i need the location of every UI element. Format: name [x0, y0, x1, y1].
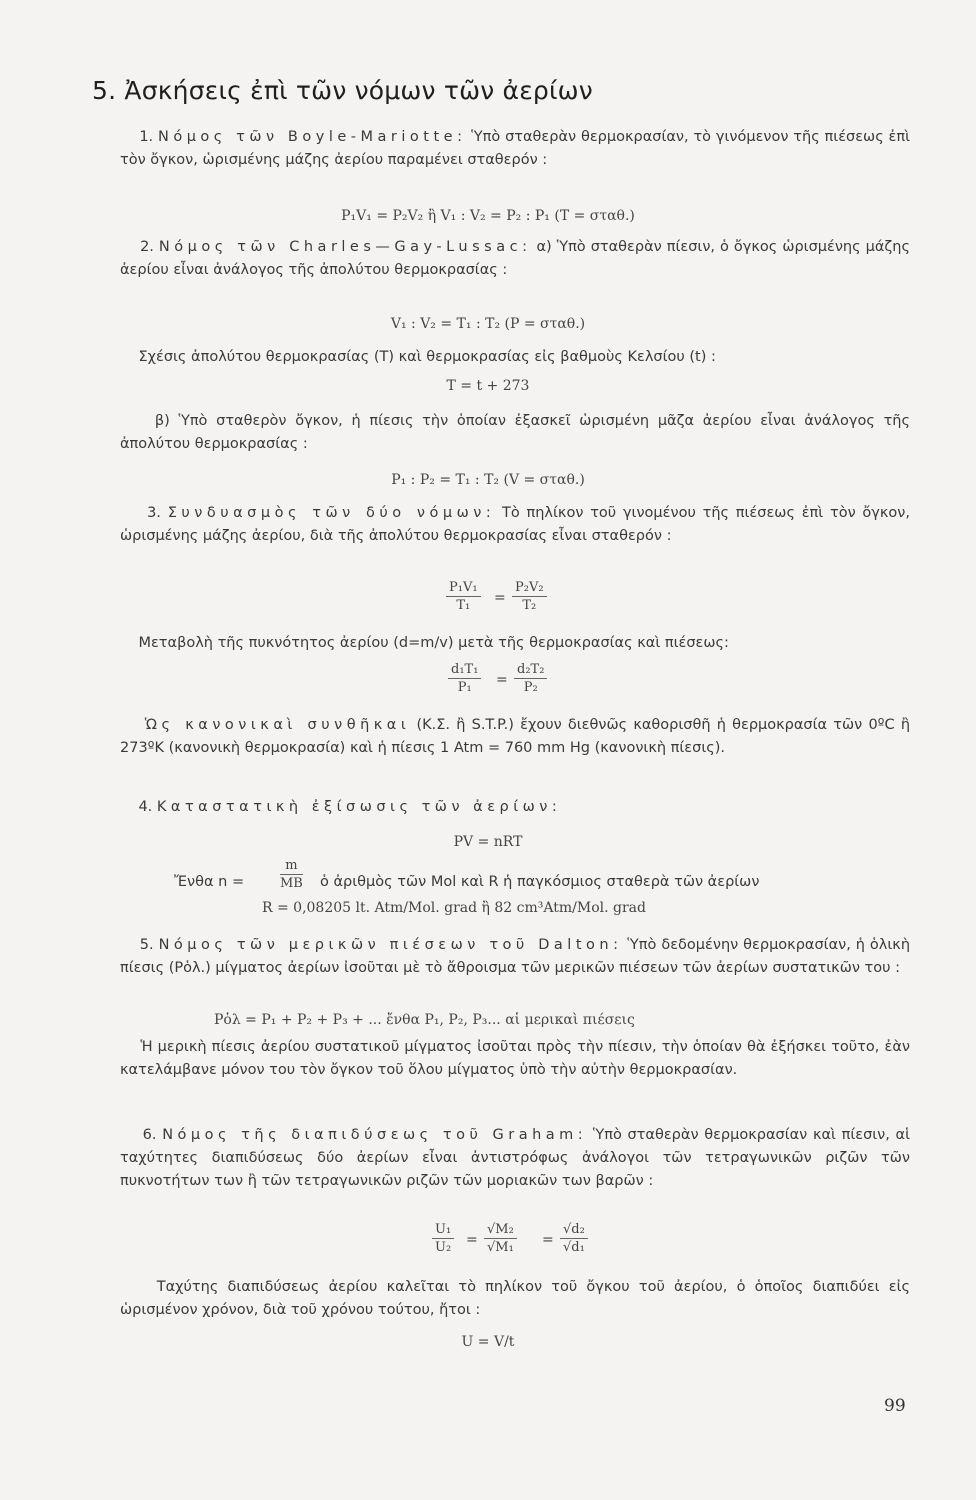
- graham-paragraph: [120, 1124, 910, 1193]
- boyle-equation: P₁V₁ = P₂V₂ ἢ V₁ : V₂ = P₂ : P₁ (T = σταθ.): [341, 208, 635, 224]
- beta-text: β) Ὑπὸ σταθερὸν ὄγκον, ἡ πίεσις τὴν ὁποίαν ἐξασκεῖ ὡρισμένη μᾶζα ἀερίου εἶναι ἀνάλογος τῆς ἀπολύτου θερμοκρασίας :: [120, 413, 911, 452]
- law-number: 5.: [139, 937, 154, 953]
- stp-label: Ὡς κανονικαὶ συνθῆκαι: [144, 717, 411, 733]
- n-description: ὁ ἀριθμὸς τῶν Mol καὶ R ἡ παγκόσμιος σταθερὰ τῶν ἀερίων: [320, 874, 760, 890]
- law-title: Νόμος τῶν Charles—Gay-Lussac:: [158, 239, 532, 255]
- law-number: 4.: [138, 799, 153, 815]
- numerator: P₁V₁: [446, 580, 481, 597]
- page-number: 99: [884, 1396, 906, 1416]
- law-number: 1.: [139, 129, 154, 145]
- law-number: 6.: [142, 1127, 157, 1143]
- numerator: d₂T₂: [514, 662, 547, 679]
- section-heading: 5. Ἀσκήσεις ἐπὶ τῶν νόμων τῶν ἀερίων: [92, 76, 593, 105]
- where-label: Ἔνθα n =: [174, 874, 245, 890]
- fraction-u1-u2: [432, 1222, 454, 1255]
- law-text: Τὸ πηλίκον τοῦ γινομένου τῆς πιέσεως ἐπὶ τὸν ὄγκον, ὡρισμένης μάζης ἀερίου, διὰ τῆς ἀπολύτου θερμοκρασίας εἶναι σταθερόν :: [120, 505, 911, 544]
- density-text: [120, 632, 910, 655]
- law-title: Καταστατικὴ ἐξίσωσις τῶν ἀερίων:: [156, 799, 562, 815]
- law-number: 2.: [140, 239, 154, 255]
- fraction-p2v2-t2: [512, 580, 547, 613]
- diffusion-speed-text: Ταχύτης διαπιδύσεως ἀερίου καλεῖται τὸ πηλίκον τοῦ ὄγκου τοῦ ἀερίου, ὁ ὁποῖος διαπιδύει εἰς ὡρισμένον χρόνον, διὰ τοῦ χρόνου τούτου, ἤτοι :: [120, 1279, 911, 1318]
- state-equation-heading: [120, 796, 910, 819]
- law-text: Ὑπὸ σταθερὰν θερμοκρασίαν καὶ πίεσιν, αἱ ταχύτητες διαπιδύσεως δύο ἀερίων εἶναι ἀντιστρόφως ἀνάλογοι τῶν τετραγωνικῶν ριζῶν τῶν πυκνοτήτων των ἢ τῶν τετραγωνικῶν ριζῶν τῶν μοριακῶν των βαρῶν :: [120, 1127, 911, 1189]
- fraction-m-mb: [280, 858, 303, 891]
- fraction-sqrt-m: [484, 1222, 517, 1255]
- dalton-paragraph: [120, 934, 910, 980]
- stp-paragraph: [120, 714, 910, 760]
- fraction-d2t2-p2: [514, 662, 547, 695]
- partial-pressure-text: Ἡ μερικὴ πίεσις ἀερίου συστατικοῦ μίγματος ἰσοῦται πρὸς τὴν πίεσιν, τὴν ὁποίαν θὰ ἐξήσκει τοῦτο, ἐὰν κατελάμβανε μόνον του τὸν ὄγκον τοῦ ὅλου μίγματος ὑπὸ τὴν αὐτὴν θερμοκρασίαν.: [120, 1039, 910, 1078]
- gay-lussac-paragraph: [120, 410, 910, 456]
- speed-equation: U = V/t: [461, 1334, 515, 1350]
- equals-sign: =: [496, 672, 508, 688]
- denominator: U₂: [435, 1240, 452, 1255]
- denominator: √M₁: [487, 1240, 514, 1255]
- law-text: Ὑπὸ δεδομένην θερμοκρασίαν, ἡ ὁλικὴ πίεσις (Pὁλ.) μίγματος ἀερίων ἰσοῦται μὲ τὸ ἄθροισμα τῶν μερικῶν πιέσεων τῶν ἀερίων συστατικῶν του :: [120, 937, 911, 976]
- relation-text: Σχέσις ἀπολύτου θερμοκρασίας (T) καὶ θερμοκρασίας εἰς βαθμοὺς Κελσίου (t) :: [138, 349, 716, 365]
- gay-lussac-equation: P₁ : P₂ = T₁ : T₂ (V = σταθ.): [391, 472, 585, 488]
- fraction-p1v1-t1: [446, 580, 481, 613]
- law-title: Νόμος τῶν μερικῶν πιέσεων τοῦ Dalton:: [158, 937, 623, 953]
- numerator: √d₂: [560, 1222, 588, 1239]
- dalton-equation: Pὁλ = P₁ + P₂ + P₃ + ... ἔνθα P₁, P₂, P₃... αἱ μερικαὶ πιέσεις: [214, 1012, 635, 1028]
- n-definition: [174, 866, 245, 890]
- numerator: √M₂: [484, 1222, 517, 1239]
- fraction-sqrt-d: [560, 1222, 588, 1255]
- boyle-mariotte-paragraph: [120, 126, 910, 172]
- denominator: P₂: [523, 680, 538, 695]
- denominator: P₁: [457, 680, 472, 695]
- stp-text: (Κ.Σ. ἢ S.T.P.) ἔχουν διεθνῶς καθορισθῆ ἡ θερμοκρασία τῶν 0ºC ἢ 273ºK (κανονικὴ θερμοκρασία) καὶ ἡ πίεσις 1 Atm = 760 mm Hg (κανονικὴ πίεσις).: [120, 717, 911, 756]
- gas-constant-line: R = 0,08205 lt. Atm/Mol. grad ἢ 82 cm³Atm/Mol. grad: [262, 900, 646, 916]
- ideal-gas-equation: PV = nRT: [453, 834, 523, 850]
- charles-paragraph: [120, 236, 910, 282]
- numerator: m: [280, 858, 303, 875]
- equals-sign: =: [494, 590, 506, 606]
- law-title: Νόμος τῶν Boyle-Mariotte:: [157, 129, 467, 145]
- temperature-relation-text: [120, 346, 910, 369]
- numerator: P₂V₂: [512, 580, 547, 597]
- fraction-d1t1-p1: [448, 662, 481, 695]
- equals-sign: =: [542, 1232, 554, 1248]
- law-title: Νόμος τῆς διαπιδύσεως τοῦ Graham:: [162, 1127, 588, 1143]
- kelvin-equation: T = t + 273: [446, 378, 530, 394]
- charles-equation: V₁ : V₂ = T₁ : T₂ (P = σταθ.): [390, 316, 586, 332]
- law-title: Συνδυασμὸς τῶν δύο νόμων:: [167, 505, 496, 521]
- partial-pressure-paragraph: [120, 1036, 910, 1082]
- diffusion-speed-paragraph: [120, 1276, 910, 1322]
- law-number: 3.: [147, 505, 161, 521]
- denominator: T₂: [522, 598, 537, 613]
- denominator: √d₁: [563, 1240, 585, 1255]
- denominator: T₁: [456, 598, 471, 613]
- law-text: α) Ὑπὸ σταθερὰν πίεσιν, ὁ ὄγκος ὡρισμένης μάζης ἀερίου εἶναι ἀνάλογος τῆς ἀπολύτου θερμοκρασίας :: [120, 239, 911, 278]
- numerator: d₁T₁: [448, 662, 481, 679]
- denominator: MB: [280, 876, 303, 891]
- density-sentence: Μεταβολὴ τῆς πυκνότητος ἀερίου (d=m/v) μετὰ τῆς θερμοκρασίας καὶ πιέσεως:: [138, 635, 729, 651]
- combined-law-paragraph: [120, 502, 910, 548]
- numerator: U₁: [432, 1222, 454, 1239]
- equals-sign: =: [466, 1232, 478, 1248]
- law-text: Ὑπὸ σταθερὰν θερμοκρασίαν, τὸ γινόμενον τῆς πιέσεως ἐπὶ τὸν ὄγκον, ὡρισμένης μάζης ἀερίου παραμένει σταθερόν :: [120, 129, 911, 168]
